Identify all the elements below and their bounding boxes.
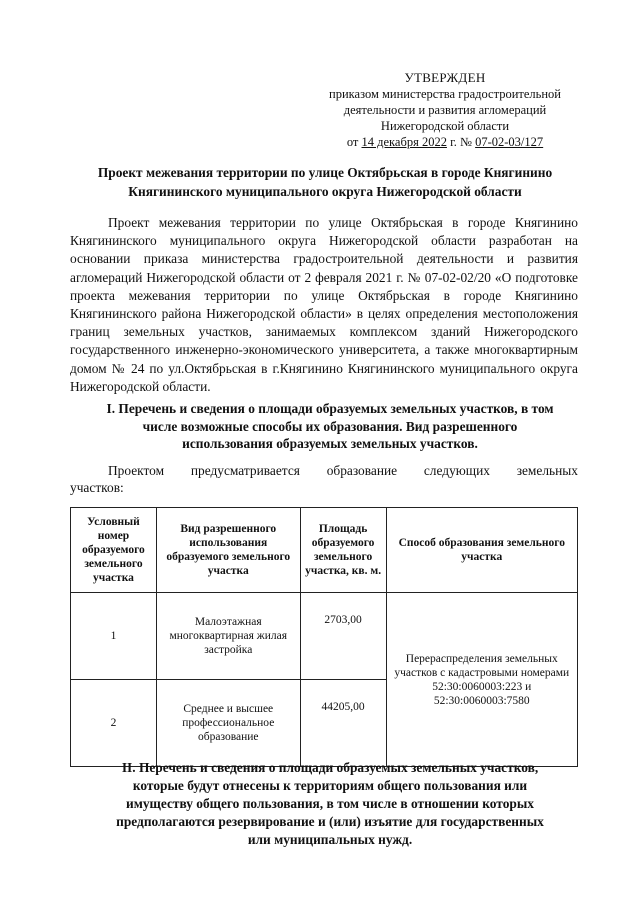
lead-line-2: участков: xyxy=(70,480,124,495)
row-1-area: 2703,00 xyxy=(300,593,386,680)
row-2-num: 2 xyxy=(71,680,157,767)
section-2-text-1: Перечень и сведения о площади образуемых земельных участков, xyxy=(138,760,539,775)
row-2-area: 44205,00 xyxy=(300,680,386,767)
title-line-2: Княгининского муниципального округа Нижегородской области xyxy=(128,184,522,199)
parcels-table xyxy=(70,507,578,767)
row-2-use: Среднее и высшее профессиональное образование xyxy=(156,680,300,767)
approval-line-3: Нижегородской области xyxy=(380,119,510,133)
approval-line-2: деятельности и развития агломераций xyxy=(343,103,547,117)
method-cell: Перераспределения земельных участков с кадастровыми номерами 52:30:0060003:223 и 52:30:0060003:7580 xyxy=(386,593,577,767)
section-2-line-2: которые будут отнесены к территориям общего пользования или xyxy=(132,778,528,793)
document-title xyxy=(60,163,590,201)
approval-date: 14 декабря 2022 xyxy=(361,135,447,149)
section-2-number: II. xyxy=(121,760,136,775)
header-method: Способ образования земельного участка xyxy=(386,508,577,593)
section-2-line-4: предполагаются резервирование и (или) изъятие для государственных xyxy=(116,814,544,829)
title-line-1: Проект межевания территории по улице Октябрьская в городе Княгинино xyxy=(97,165,553,180)
section-1-number: I. xyxy=(106,401,116,416)
approval-date-mid: г. № xyxy=(450,135,472,149)
approval-date-prefix: от xyxy=(346,135,359,149)
header-area: Площадь образуемого земельного участка, кв. м. xyxy=(300,508,386,593)
section-1-line-2: числе возможные способы их образования. Вид разрешенного xyxy=(142,418,518,434)
section-1-line-3: использования образуемых земельных участков. xyxy=(182,436,478,451)
section-2-line-3: имуществу общего пользования, в том числе в отношении которых xyxy=(126,796,534,811)
approval-date-line xyxy=(310,134,580,150)
section-2-line-5: или муниципальных нужд. xyxy=(247,832,413,847)
section-2-line-1 xyxy=(70,759,590,777)
header-use: Вид разрешенного использования образуемого земельного участка xyxy=(156,508,300,593)
table-header-row xyxy=(71,508,578,593)
approval-head: УТВЕРЖДЕН xyxy=(404,70,486,85)
approval-line-1: приказом министерства градостроительной xyxy=(329,87,561,101)
intro-paragraph: Проект межевания территории по улице Октябрьская в городе Княгинино Княгининского муниципального округа Нижегородской области разработан на основании приказа министерства градостроительной деятельности и развития агломераций Нижегородской области от 2 февраля 2021 г. № 07-02-02/20 «О подготовке проекта межевания территории по улице Октябрьская в городе Княгинино Княгининского района Нижегородской области» в целях определения местоположения границ земельных участков, занимаемых комплексом зданий Нижегородского государственного инженерно-экономического университета, а также многоквартирным домом № 24 по ул.Октябрьская в г.Княгинино Княгининского муниципального округа Нижегородской области. xyxy=(70,215,578,394)
lead-line-1: Проектом предусматривается образование следующих земельных xyxy=(108,463,578,478)
row-1-use: Малоэтажная многоквартирная жилая застройка xyxy=(156,593,300,680)
section-1-heading xyxy=(60,400,600,453)
section-1-text-1: Перечень и сведения о площади образуемых земельных участков, в том xyxy=(118,401,554,416)
row-1-num: 1 xyxy=(71,593,157,680)
header-num: Условный номер образуемого земельного участка xyxy=(71,508,157,593)
section-1-line-1 xyxy=(60,400,600,418)
approval-number: 07-02-03/127 xyxy=(475,135,544,149)
table-row xyxy=(71,593,578,680)
approval-stamp xyxy=(310,70,580,150)
section-2-heading xyxy=(70,759,590,849)
